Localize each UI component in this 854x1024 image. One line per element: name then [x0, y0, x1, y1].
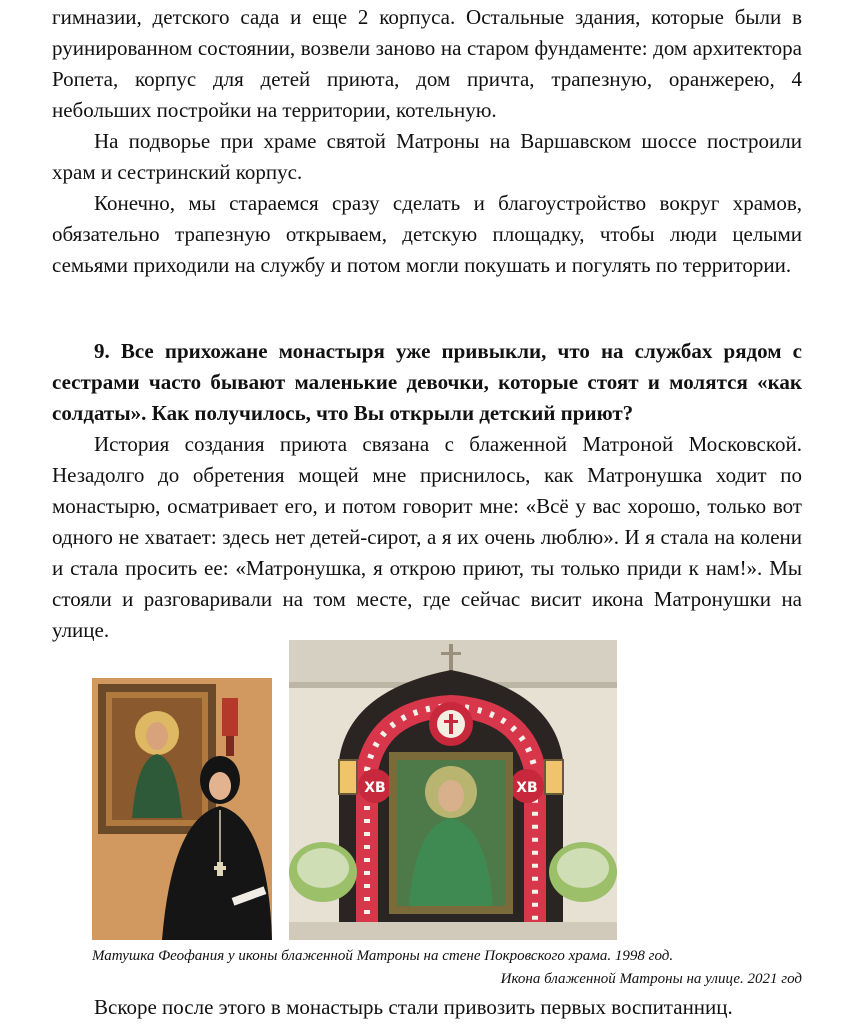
caption-left-photo: Матушка Феофания у иконы блаженной Матроны на стене Покровского храма. 1998 год. [92, 948, 674, 964]
paragraph-landscaping: Конечно, мы стараемся сразу сделать и благоустройство вокруг храмов, обязательно трапезную открываем, детскую площадку, чтобы люди целыми семьями приходили на службу и потом могли покушать и погулять по территории. [52, 191, 802, 277]
paragraph-buildings: гимназии, детского сада и еще 2 корпуса. Остальные здания, которые были в руинированном состоянии, возвели заново на старом фундаменте: дом архитектора Ропета, корпус для детей приюта, дом причта, трапезную, оранжерею, 4 небольших постройки на территории, котельную. [52, 5, 802, 122]
paragraph-orphanage-history: История создания приюта связана с блаженной Матроной Московской. Незадолго до обретения мощей мне приснилось, как Матронушка ходит по монастырю, осматривает его, и потом говорит мне: «Всё у вас хорошо, только вот одного не хватает: здесь нет детей-сирот, а я их очень люблю». И я стала на колени и стала просить ее: «Матронушка, я открою приют, ты только приди к нам!». Мы стояли и разговаривали на том месте, где сейчас висит икона Матронушки на улице. [52, 432, 802, 642]
question-heading-9: 9. Все прихожане монастыря уже привыкли, что на службах рядом с сестрами часто бывают маленькие девочки, которые стоят и молятся «как солдаты». Как получилось, что Вы открыли детский приют? [52, 339, 802, 425]
caption-right-photo: Икона блаженной Матроны на улице. 2021 год [500, 971, 802, 987]
photo-outdoor-icon [289, 640, 617, 940]
medallion-left-label: ХВ [364, 780, 386, 796]
medallion-right-label: ХВ [516, 780, 538, 796]
paragraph-first-pupils: Вскоре после этого в монастырь стали привозить первых воспитанниц. [94, 995, 733, 1019]
photo-nun-at-icon [92, 678, 272, 940]
paragraph-podvorie: На подворье при храме святой Матроны на Варшавском шоссе построили храм и сестринский корпус. [52, 129, 802, 184]
